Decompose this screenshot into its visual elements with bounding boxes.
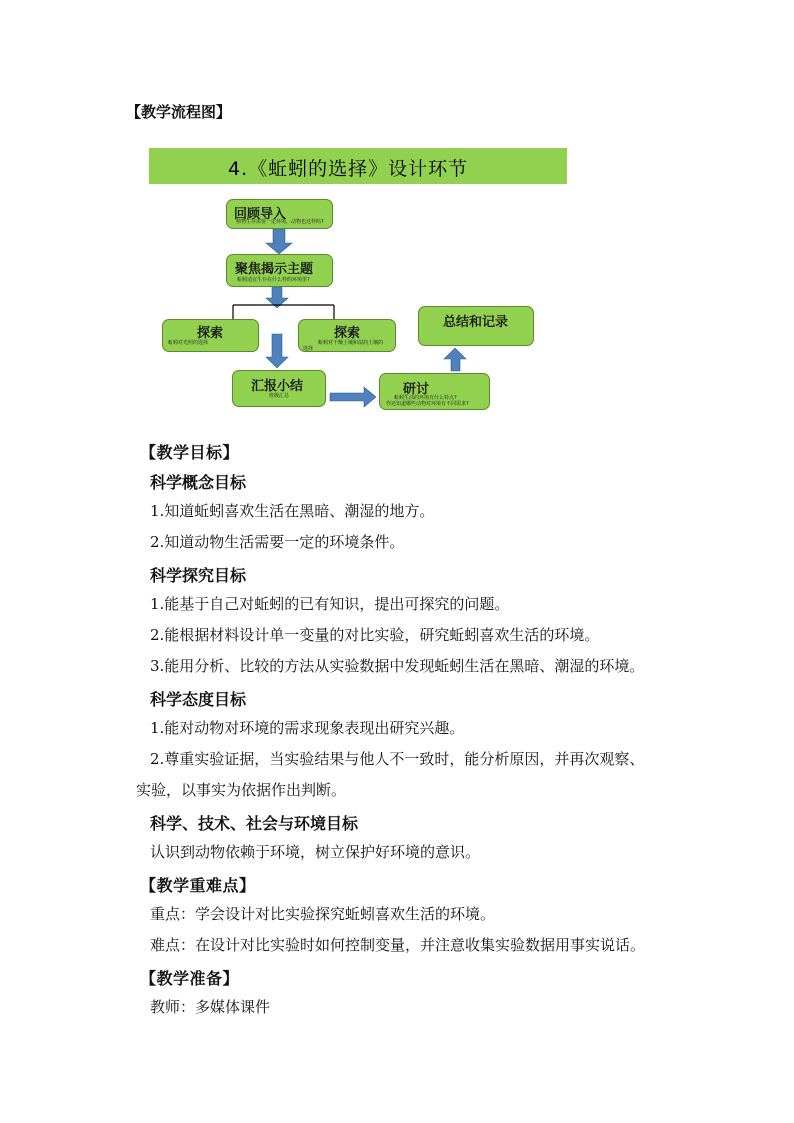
node-report-title: 汇报小结	[251, 379, 304, 394]
key-points-heading: 【教学重难点】	[140, 876, 256, 895]
concept-goal-title: 科学概念目标	[150, 473, 247, 492]
flowchart-title: 4.《蚯蚓的选择》设计环节	[228, 158, 469, 180]
prep-heading: 【教学准备】	[140, 969, 240, 988]
node-explore-light-sub: 蚯蚓对光照的选择	[168, 340, 209, 346]
attitude-goal-item: 1.能对动物对环境的需求现象表现出研究兴趣。	[150, 719, 465, 737]
teacher-prep: 教师：多媒体课件	[150, 998, 271, 1016]
arrow-down-3	[266, 334, 288, 368]
inquiry-goal-item: 1.能基于自己对蚯蚓的已有知识，提出可探究的问题。	[150, 595, 510, 613]
node-explore-soil-title: 探索	[334, 326, 361, 341]
concept-goal-item: 1.知道蚯蚓喜欢生活在黑暗、潮湿的地方。	[150, 502, 435, 520]
concept-goal-item: 2.知道动物生活需要一定的环境条件。	[150, 533, 405, 551]
node-review-sub: 植物生存需要一定环境，动物也这样吗?	[236, 219, 324, 225]
node-explore-light-title: 探索	[197, 326, 224, 341]
attitude-goal-title: 科学态度目标	[150, 690, 247, 709]
node-explore-soil-sub2: 选择	[303, 346, 314, 352]
key-point: 重点：学会设计对比实验探究蚯蚓喜欢生活的环境。	[150, 905, 496, 923]
node-discuss-title: 研讨	[403, 382, 430, 397]
flowchart-heading: 【教学流程图】	[126, 103, 232, 121]
attitude-goal-item: 2.尊重实验证据，当实验结果与他人不一致时，能分析原因，并再次观察、	[150, 750, 645, 768]
goals-heading: 【教学目标】	[140, 443, 240, 462]
arrow-down-1	[266, 229, 292, 254]
node-focus-sub: 蚯蚓适宜生存在什么样的环境里?	[237, 277, 310, 283]
inquiry-goal-title: 科学探究目标	[150, 566, 247, 585]
node-summary-title: 总结和记录	[443, 315, 509, 330]
attitude-goal-item-cont: 实验，以事实为依据作出判断。	[136, 781, 347, 799]
sts-goal-title: 科学、技术、社会与环境目标	[150, 814, 359, 833]
inquiry-goal-item: 2.能根据材料设计单一变量的对比实验，研究蚯蚓喜欢生活的环境。	[150, 626, 600, 644]
node-focus-title: 聚焦揭示主题	[235, 262, 314, 277]
node-review-title: 回顾导入	[234, 207, 287, 222]
node-discuss-sub1: 蚯蚓生活的环境有什么特点?	[394, 395, 457, 401]
arrow-right	[330, 387, 376, 407]
sts-goal-item: 认识到动物依赖于环境，树立保护好环境的意识。	[150, 843, 481, 861]
arrow-up	[444, 348, 466, 371]
node-explore-soil-sub1: 蚯蚓对干燥土壤和湿润土壤的	[318, 340, 384, 346]
inquiry-goal-item: 3.能用分析、比较的方法从实验数据中发现蚯蚓生活在黑暗、潮湿的环境。	[150, 657, 645, 675]
node-discuss-sub2: 你还知道哪些动物对环境有不同需求?	[386, 401, 469, 407]
difficult-point: 难点：在设计对比实验时如何控制变量，并注意收集实验数据用事实说话。	[150, 936, 646, 954]
node-report-sub: 班级汇总	[269, 393, 290, 399]
